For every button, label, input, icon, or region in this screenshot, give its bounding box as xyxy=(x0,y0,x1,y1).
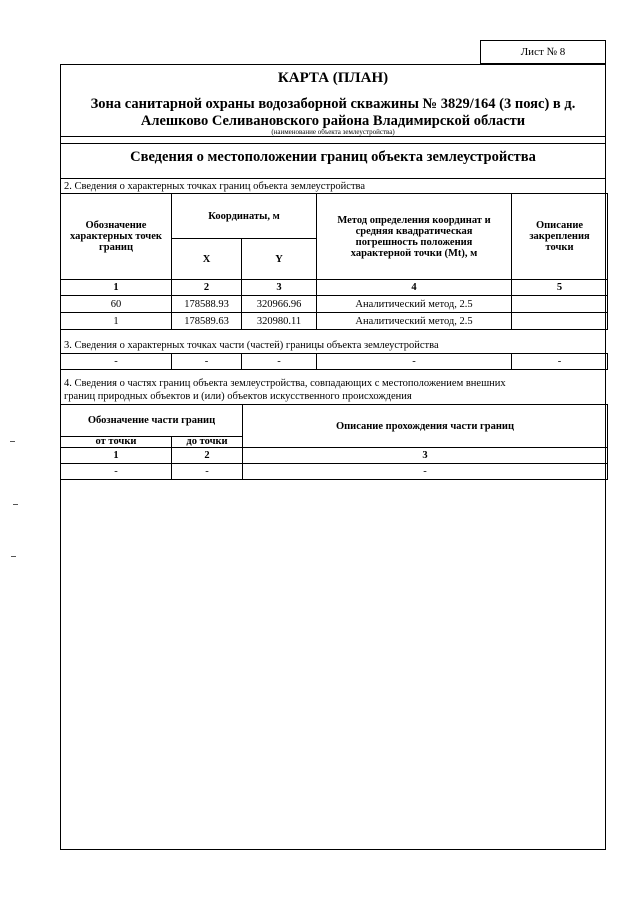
cell-point: 1 xyxy=(61,313,172,330)
cell-method: Аналитический метод, 2.5 xyxy=(317,313,512,330)
points-table xyxy=(60,193,608,330)
cell-y: 320980.11 xyxy=(242,313,317,330)
cell-dash: - xyxy=(317,354,512,370)
section4-title-line1: 4. Сведения о частях границ объекта землеустройства, совпадающих с местоположением внешних xyxy=(64,378,506,389)
header-x: X xyxy=(172,239,242,280)
section2-title: 2. Сведения о характерных точках границ объекта землеустройства xyxy=(64,181,366,192)
part-points-table xyxy=(60,353,608,370)
cell-fix xyxy=(512,313,608,330)
header-desc: Описание прохождения части границ xyxy=(243,405,608,448)
object-name-line1: Зона санитарной охраны водозаборной скважины № 3829/164 (3 пояс) в д. xyxy=(90,96,576,112)
cell-dash: - xyxy=(512,354,608,370)
divider xyxy=(60,178,606,179)
scan-mark xyxy=(10,441,15,442)
cell-dash: - xyxy=(242,354,317,370)
cell-x: 178588.93 xyxy=(172,296,242,313)
cell-x: 178589.63 xyxy=(172,313,242,330)
boundary-parts-table xyxy=(60,404,608,480)
sheet-number-box xyxy=(480,40,606,64)
scan-mark xyxy=(11,556,16,557)
object-name xyxy=(60,96,606,130)
sheet-number: Лист № 8 xyxy=(520,46,566,58)
main-heading: Сведения о местоположении границ объекта землеустройства xyxy=(130,149,536,165)
cell-dash: - xyxy=(61,354,172,370)
section4-title-line2: границ природных объектов и (или) объектов искусственного происхождения xyxy=(64,391,412,402)
table-row xyxy=(61,464,608,480)
header-method: Метод определения координат и средняя квадратическая погрешность положения характерной точки (Mt), м xyxy=(317,194,512,280)
table-row xyxy=(61,296,608,313)
section3-title: 3. Сведения о характерных точках части (частей) границы объекта землеустройства xyxy=(64,340,439,351)
col-number: 2 xyxy=(172,448,243,464)
section4-title xyxy=(64,377,506,403)
cell-y: 320966.96 xyxy=(242,296,317,313)
divider xyxy=(60,143,606,144)
table-row xyxy=(61,354,608,370)
object-name-line2: Алешково Селивановского района Владимирской области xyxy=(140,113,526,129)
header-from: от точки xyxy=(61,437,172,448)
col-number: 1 xyxy=(61,448,172,464)
cell-dash: - xyxy=(172,354,242,370)
document-title: КАРТА (ПЛАН) xyxy=(277,70,389,86)
cell-method: Аналитический метод, 2.5 xyxy=(317,296,512,313)
header-to: до точки xyxy=(172,437,243,448)
header-part: Обозначение части границ xyxy=(61,405,243,437)
cell-point: 60 xyxy=(61,296,172,313)
col-number: 3 xyxy=(242,280,317,296)
col-number: 5 xyxy=(512,280,608,296)
cell-dash: - xyxy=(243,464,608,480)
col-number: 1 xyxy=(61,280,172,296)
scan-mark xyxy=(13,504,18,505)
header-point: Обозначение характерных точек границ xyxy=(61,194,172,280)
object-name-caption: (наименование объекта землеустройства) xyxy=(271,128,395,136)
col-number: 3 xyxy=(243,448,608,464)
col-number: 4 xyxy=(317,280,512,296)
cell-dash: - xyxy=(61,464,172,480)
col-number: 2 xyxy=(172,280,242,296)
header-fix: Описание закрепления точки xyxy=(512,194,608,280)
header-y: Y xyxy=(242,239,317,280)
cell-fix xyxy=(512,296,608,313)
divider xyxy=(60,136,606,137)
header-coords: Координаты, м xyxy=(172,194,317,239)
table-row xyxy=(61,313,608,330)
cell-dash: - xyxy=(172,464,243,480)
